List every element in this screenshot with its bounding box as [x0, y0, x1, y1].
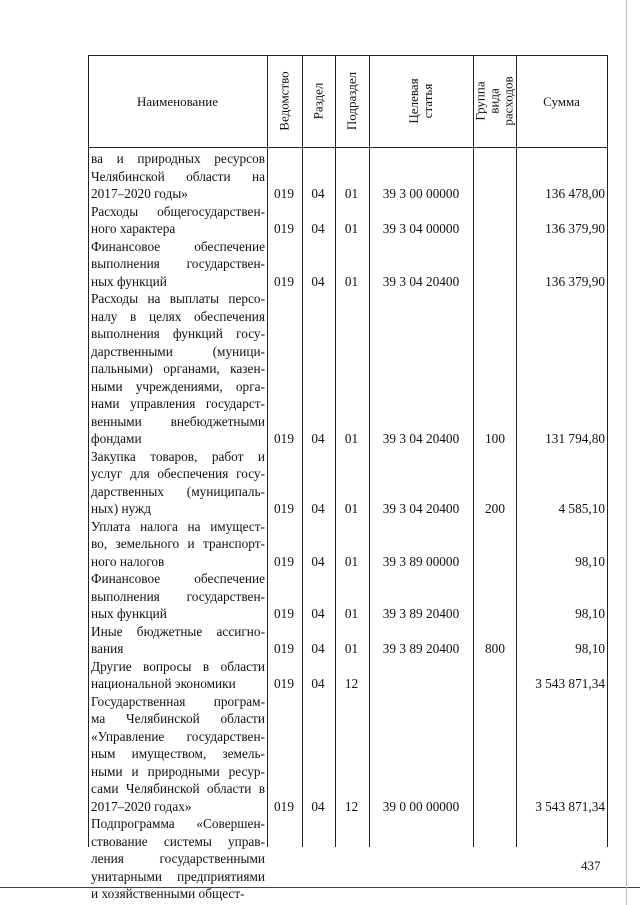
summa-cell: 3 543 871,34	[535, 676, 605, 691]
vedomstvo-cell: 019	[274, 186, 294, 201]
celevaya-cell: 39 3 89 20400	[382, 606, 460, 621]
row-name-line: Челябинской области на	[91, 168, 265, 184]
row-name-line: выполнения государствен-	[91, 256, 265, 271]
row-name-line: унитарными предприятиями	[91, 868, 265, 884]
header-summa: Сумма	[543, 93, 580, 109]
table-row	[88, 693, 608, 816]
row-name-line: 2017–2020 годы»	[91, 186, 188, 201]
row-name	[91, 290, 265, 448]
summa-cell: 136 379,90	[545, 221, 605, 236]
row-name	[91, 203, 265, 238]
row-name	[91, 570, 265, 623]
header-name: Наименование	[137, 93, 218, 109]
celevaya-cell: 39 3 00 00000	[382, 186, 460, 201]
podrazdel-cell: 01	[344, 221, 359, 236]
table-row	[88, 448, 608, 518]
row-name-line: Подпрограмма «Совершен-	[91, 816, 265, 831]
row-name-line: дарственных (муниципаль-	[91, 483, 265, 499]
podrazdel-cell: 01	[344, 641, 359, 656]
celevaya-cell: 39 3 04 20400	[382, 501, 460, 516]
gruppa-cell: 200	[485, 501, 505, 516]
row-name	[91, 815, 265, 903]
podrazdel-cell: 12	[344, 798, 359, 814]
podrazdel-cell: 01	[344, 501, 359, 516]
razdel-cell: 04	[311, 431, 325, 446]
row-name-line: ных) нужд	[91, 501, 151, 516]
row-name-line: венными внебюджетными	[91, 413, 265, 429]
row-name	[91, 238, 265, 291]
gruppa-cell: 100	[485, 431, 505, 446]
page-bottom-edge	[0, 887, 640, 888]
row-name-line: Расходы на выплаты персо-	[91, 291, 265, 306]
row-name-line: налу в целях обеспечения	[91, 308, 265, 324]
row-name-line: Финансовое обеспечение	[91, 571, 265, 586]
row-name-line: Расходы общегосударствен-	[91, 203, 265, 219]
row-name-line: Финансовое обеспечение	[91, 238, 265, 254]
podrazdel-cell: 01	[344, 431, 359, 446]
podrazdel-cell: 01	[344, 273, 359, 289]
summa-cell: 3 543 871,34	[535, 798, 605, 814]
razdel-cell: 04	[311, 221, 325, 236]
row-name	[91, 518, 265, 571]
vedomstvo-cell: 019	[274, 273, 294, 289]
table-row	[88, 290, 608, 448]
podrazdel-cell: 01	[344, 186, 359, 201]
row-name-line: ного налогов	[91, 553, 165, 569]
celevaya-cell: 39 3 04 20400	[382, 431, 460, 446]
summa-cell: 98,10	[575, 641, 605, 656]
table-row	[88, 623, 608, 658]
header-razdel: Раздел	[310, 82, 326, 120]
podrazdel-cell: 01	[344, 553, 359, 569]
row-name-line: ва и природных ресурсов	[91, 151, 265, 166]
header-podrazdel: Подраздел	[344, 71, 360, 131]
page-right-edge	[626, 0, 627, 905]
summa-cell: 4 585,10	[558, 501, 605, 516]
summa-cell: 98,10	[575, 606, 605, 621]
row-name-line: выполнения функций госу-	[91, 326, 265, 341]
row-name	[91, 693, 265, 816]
row-name-line: «Управление государствен-	[91, 728, 265, 744]
vedomstvo-cell: 019	[274, 553, 294, 569]
row-name-line: дарственными (муници-	[91, 343, 265, 359]
row-name-line: нами управления государст-	[91, 396, 265, 411]
row-name-line: ма Челябинской области	[91, 711, 265, 726]
vedomstvo-cell: 019	[274, 606, 294, 621]
row-name-line: ными и природными ресур-	[91, 763, 265, 779]
page-number: 437	[581, 858, 601, 873]
row-name-line: выполнения государствен-	[91, 588, 265, 604]
row-name-line: услуг для обеспечения госу-	[91, 466, 265, 481]
row-name-line: Иные бюджетные ассигно-	[91, 623, 265, 639]
row-name	[91, 623, 265, 658]
razdel-cell: 04	[311, 798, 325, 814]
row-name	[91, 150, 265, 203]
celevaya-cell: 39 0 00 00000	[382, 798, 460, 814]
podrazdel-cell: 12	[344, 676, 359, 691]
row-name-line: во, земельного и транспорт-	[91, 536, 265, 551]
celevaya-cell: 39 3 89 20400	[382, 641, 460, 656]
header-gruppa-vida-rashodov: Группа вида расходов	[472, 76, 516, 126]
table-row	[88, 238, 608, 291]
razdel-cell: 04	[311, 606, 325, 621]
header-vedomstvo: Ведомство	[276, 71, 292, 131]
summa-cell: 98,10	[575, 553, 605, 569]
row-name-line: ного характера	[91, 221, 176, 236]
vedomstvo-cell: 019	[274, 641, 294, 656]
row-name-line: Закупка товаров, работ и	[91, 448, 265, 464]
vedomstvo-cell: 019	[274, 501, 294, 516]
row-name-line: ных функций	[91, 273, 167, 289]
razdel-cell: 04	[311, 553, 325, 569]
razdel-cell: 04	[311, 641, 325, 656]
summa-cell: 136 478,00	[545, 186, 605, 201]
vedomstvo-cell: 019	[274, 676, 294, 691]
vedomstvo-cell: 019	[274, 798, 294, 814]
celevaya-cell: 39 3 04 00000	[382, 221, 460, 236]
table-row	[88, 150, 608, 203]
header-celevaya-statya: Целевая статья	[406, 78, 435, 124]
row-name-line: вания	[91, 641, 124, 656]
table-row	[88, 570, 608, 623]
vedomstvo-cell: 019	[274, 221, 294, 236]
row-name-line: национальной экономики	[91, 676, 236, 691]
razdel-cell: 04	[311, 273, 325, 289]
row-name-line: Другие вопросы в области	[91, 658, 265, 674]
row-name-line: сами Челябинской области в	[91, 781, 265, 796]
row-name-line: Уплата налога на имущест-	[91, 518, 265, 534]
row-name-line: ных функций	[91, 606, 167, 621]
row-name-line: ными учреждениями, орга-	[91, 378, 265, 394]
razdel-cell: 04	[311, 501, 325, 516]
summa-cell: 136 379,90	[545, 273, 605, 289]
celevaya-cell: 39 3 04 20400	[382, 273, 460, 289]
row-name-line: и хозяйственными общест-	[91, 886, 245, 901]
row-name-line: фондами	[91, 431, 142, 446]
razdel-cell: 04	[311, 186, 325, 201]
row-name-line: ным имуществом, земель-	[91, 746, 265, 761]
table-row	[88, 658, 608, 693]
row-name-line: 2017–2020 годах»	[91, 798, 192, 814]
row-name-line: ления государственными	[91, 851, 265, 866]
podrazdel-cell: 01	[344, 606, 359, 621]
celevaya-cell: 39 3 89 00000	[382, 553, 460, 569]
summa-cell: 131 794,80	[545, 431, 605, 446]
table-row	[88, 203, 608, 238]
row-name-line: пальными) органами, казен-	[91, 361, 265, 376]
table-row	[88, 815, 608, 903]
row-name	[91, 448, 265, 518]
vedomstvo-cell: 019	[274, 431, 294, 446]
gruppa-cell: 800	[485, 641, 505, 656]
row-name	[91, 658, 265, 693]
table-row	[88, 518, 608, 571]
row-name-line: Государственная програм-	[91, 693, 265, 709]
row-name-line: ствование системы управ-	[91, 833, 265, 849]
razdel-cell: 04	[311, 676, 325, 691]
